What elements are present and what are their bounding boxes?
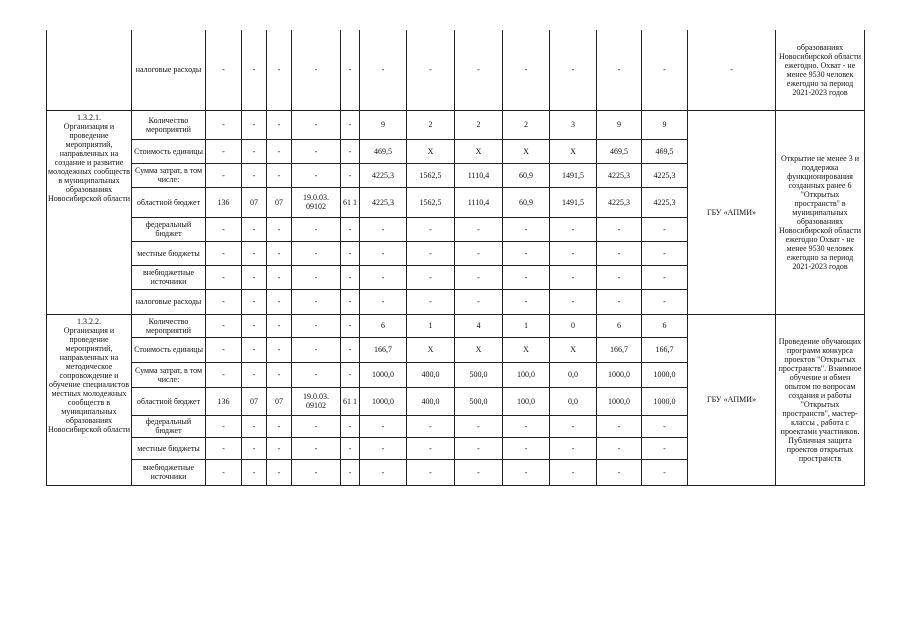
value-cell: - xyxy=(455,289,503,314)
indicator-label: местные бюджеты xyxy=(132,437,206,459)
grbs-code: - xyxy=(206,362,242,387)
value-cell: - xyxy=(550,265,597,289)
activity-code: 1.3.2.1. xyxy=(77,112,101,122)
value-cell: X xyxy=(503,139,550,163)
csr-code: - xyxy=(292,415,341,437)
value-cell: 1 xyxy=(503,314,550,337)
rz-code: - xyxy=(242,163,267,187)
value-cell: 100,0 xyxy=(503,362,550,387)
value-cell: 2 xyxy=(455,110,503,139)
value-cell: 0,0 xyxy=(550,387,597,415)
value-cell: 9 xyxy=(360,110,407,139)
value-cell: - xyxy=(360,217,407,241)
grbs-code: - xyxy=(206,30,242,110)
rz-code: - xyxy=(242,415,267,437)
grbs-code: - xyxy=(206,337,242,362)
value-cell: X xyxy=(407,337,455,362)
executor-cell: ГБУ «АПМИ» xyxy=(688,110,776,314)
indicator-label: Стоимость единицы xyxy=(132,139,206,163)
value-cell: - xyxy=(360,241,407,265)
value-cell: - xyxy=(503,415,550,437)
activity-code: 1.3.2.2. xyxy=(77,316,101,326)
value-cell: - xyxy=(642,265,688,289)
indicator-label: Стоимость единицы xyxy=(132,337,206,362)
value-cell: 1562,5 xyxy=(407,163,455,187)
value-cell: 6 xyxy=(642,314,688,337)
grbs-code: 136 xyxy=(206,387,242,415)
vr-code: - xyxy=(341,265,360,289)
value-cell: - xyxy=(455,265,503,289)
value-cell: 166,7 xyxy=(642,337,688,362)
value-cell: 4225,3 xyxy=(360,187,407,217)
value-cell: X xyxy=(455,337,503,362)
rz-code: - xyxy=(242,217,267,241)
value-cell: 1 xyxy=(407,314,455,337)
indicator-label: налоговые расходы xyxy=(132,30,206,110)
indicator-label: внебюджетные источники xyxy=(132,459,206,485)
pr-code: - xyxy=(267,437,292,459)
value-cell: 2 xyxy=(407,110,455,139)
rz-code: - xyxy=(242,437,267,459)
value-cell: 9 xyxy=(642,110,688,139)
value-cell: - xyxy=(360,415,407,437)
value-cell: 4 xyxy=(455,314,503,337)
value-cell: - xyxy=(597,415,642,437)
indicator-label: Сумма затрат, в том числе: xyxy=(132,362,206,387)
pr-code: - xyxy=(267,362,292,387)
grbs-code: 136 xyxy=(206,187,242,217)
grbs-code: - xyxy=(206,289,242,314)
value-cell: - xyxy=(360,289,407,314)
value-cell: - xyxy=(503,241,550,265)
value-cell: 4225,3 xyxy=(597,187,642,217)
indicator-label: областной бюджет xyxy=(132,187,206,217)
value-cell: - xyxy=(503,289,550,314)
value-cell: - xyxy=(642,289,688,314)
csr-code: - xyxy=(292,289,341,314)
vr-code: - xyxy=(341,459,360,485)
pr-code: - xyxy=(267,265,292,289)
value-cell: - xyxy=(455,459,503,485)
program-activities-table xyxy=(46,30,865,486)
value-cell: - xyxy=(407,265,455,289)
value-cell: - xyxy=(550,415,597,437)
value-cell: 6 xyxy=(597,314,642,337)
csr-code: 19.0.03. 09102 xyxy=(292,187,341,217)
value-cell: 469,5 xyxy=(360,139,407,163)
grbs-code: - xyxy=(206,437,242,459)
value-cell: 1110,4 xyxy=(455,187,503,217)
vr-code: - xyxy=(341,139,360,163)
value-cell: - xyxy=(642,437,688,459)
value-cell: 3 xyxy=(550,110,597,139)
value-cell: 2 xyxy=(503,110,550,139)
pr-code: - xyxy=(267,30,292,110)
value-cell: - xyxy=(597,437,642,459)
value-cell: - xyxy=(455,241,503,265)
vr-code: - xyxy=(341,241,360,265)
pr-code: - xyxy=(267,217,292,241)
activity-name: Организация и проведение мероприятий, направленных на методическое сопровождение и обучение специалистов местных молодежных сообществ в муниципальных образованиях Новосибирской области xyxy=(48,325,130,434)
rz-code: - xyxy=(242,265,267,289)
result-cell: образованиях Новосибирской области ежегодно. Охват - не менее 9530 человек ежегодно за период 2021-2023 годов xyxy=(776,30,865,110)
value-cell: X xyxy=(455,139,503,163)
table-row xyxy=(47,110,865,139)
indicator-label: внебюджетные источники xyxy=(132,265,206,289)
value-cell: 1000,0 xyxy=(642,362,688,387)
value-cell: 100,0 xyxy=(503,387,550,415)
value-cell: - xyxy=(597,217,642,241)
vr-code: - xyxy=(341,437,360,459)
grbs-code: - xyxy=(206,139,242,163)
value-cell: - xyxy=(597,241,642,265)
vr-code: - xyxy=(341,110,360,139)
rz-code: - xyxy=(242,459,267,485)
value-cell: - xyxy=(407,415,455,437)
value-cell: - xyxy=(455,415,503,437)
grbs-code: - xyxy=(206,265,242,289)
value-cell: 166,7 xyxy=(360,337,407,362)
indicator-label: федеральный бюджет xyxy=(132,415,206,437)
value-cell: - xyxy=(597,265,642,289)
value-cell: - xyxy=(550,437,597,459)
value-cell: - xyxy=(455,437,503,459)
rz-code: - xyxy=(242,337,267,362)
table-row xyxy=(47,314,865,337)
value-cell: - xyxy=(503,459,550,485)
value-cell: - xyxy=(642,217,688,241)
value-cell: 0 xyxy=(550,314,597,337)
value-cell: 4225,3 xyxy=(597,163,642,187)
csr-code: - xyxy=(292,163,341,187)
table-row xyxy=(47,30,865,110)
indicator-label: Количество мероприятий xyxy=(132,314,206,337)
indicator-label: Сумма затрат, в том числе: xyxy=(132,163,206,187)
value-cell: - xyxy=(360,459,407,485)
rz-code: - xyxy=(242,289,267,314)
value-cell: 1491,5 xyxy=(550,163,597,187)
value-cell: 469,5 xyxy=(642,139,688,163)
vr-code: - xyxy=(341,289,360,314)
value-cell: X xyxy=(550,139,597,163)
value-cell: - xyxy=(360,30,407,110)
value-cell: 469,5 xyxy=(597,139,642,163)
value-cell: 1000,0 xyxy=(642,387,688,415)
value-cell: - xyxy=(550,30,597,110)
rz-code: - xyxy=(242,362,267,387)
result-cell: Открытие не менее 3 и поддержка функционирования созданных ранее 6 "Открытых пространств" в муниципальных образованиях Новосибирской области ежегодно Охват - не менее 9530 человек ежегодно за период 2021-2023 годов xyxy=(776,110,865,314)
csr-code: - xyxy=(292,241,341,265)
value-cell: 9 xyxy=(597,110,642,139)
vr-code: - xyxy=(341,163,360,187)
value-cell: - xyxy=(597,30,642,110)
value-cell: - xyxy=(503,217,550,241)
pr-code: - xyxy=(267,110,292,139)
grbs-code: - xyxy=(206,217,242,241)
csr-code: - xyxy=(292,362,341,387)
csr-code: - xyxy=(292,139,341,163)
value-cell: - xyxy=(642,415,688,437)
value-cell: 0,0 xyxy=(550,362,597,387)
grbs-code: - xyxy=(206,459,242,485)
value-cell: 500,0 xyxy=(455,387,503,415)
vr-code: - xyxy=(341,30,360,110)
csr-code: - xyxy=(292,314,341,337)
rz-code: 07 xyxy=(242,187,267,217)
value-cell: - xyxy=(597,459,642,485)
value-cell: - xyxy=(407,30,455,110)
value-cell: - xyxy=(407,217,455,241)
value-cell: 60,9 xyxy=(503,187,550,217)
activity-name: Организация и проведение мероприятий, направленных на создание и развитие молодежных сообществ в муниципальных образованиях Новосибирской области xyxy=(48,121,130,203)
value-cell: 400,0 xyxy=(407,362,455,387)
vr-code: 61 1 xyxy=(341,387,360,415)
indicator-label: налоговые расходы xyxy=(132,289,206,314)
value-cell: 1000,0 xyxy=(597,387,642,415)
pr-code: - xyxy=(267,163,292,187)
value-cell: - xyxy=(407,459,455,485)
value-cell: - xyxy=(642,30,688,110)
value-cell: 4225,3 xyxy=(360,163,407,187)
vr-code: 61 1 xyxy=(341,187,360,217)
value-cell: - xyxy=(407,289,455,314)
value-cell: - xyxy=(455,217,503,241)
value-cell: - xyxy=(503,437,550,459)
vr-code: - xyxy=(341,337,360,362)
value-cell: - xyxy=(407,241,455,265)
value-cell: - xyxy=(550,459,597,485)
value-cell: - xyxy=(550,289,597,314)
executor-cell: ГБУ «АПМИ» xyxy=(688,314,776,485)
rz-code: - xyxy=(242,314,267,337)
result-cell: Проведение обучающих программ конкурса проектов "Открытых пространств". Взаимное обучение и обмен опытом по вопросам создания и работы "Открытых пространств", мастер-классы , работа с проектами участников. Публичная защита проектов открытых пространств xyxy=(776,314,865,485)
value-cell: 6 xyxy=(360,314,407,337)
value-cell: - xyxy=(550,217,597,241)
value-cell: 1491,5 xyxy=(550,187,597,217)
grbs-code: - xyxy=(206,314,242,337)
rz-code: 07 xyxy=(242,387,267,415)
rz-code: - xyxy=(242,30,267,110)
csr-code: - xyxy=(292,265,341,289)
rz-code: - xyxy=(242,110,267,139)
grbs-code: - xyxy=(206,163,242,187)
csr-code: 19.0.03. 09102 xyxy=(292,387,341,415)
value-cell: 1000,0 xyxy=(597,362,642,387)
grbs-code: - xyxy=(206,241,242,265)
vr-code: - xyxy=(341,415,360,437)
value-cell: 4225,3 xyxy=(642,187,688,217)
vr-code: - xyxy=(341,362,360,387)
value-cell: 1110,4 xyxy=(455,163,503,187)
vr-code: - xyxy=(341,217,360,241)
value-cell: - xyxy=(642,241,688,265)
value-cell: 1000,0 xyxy=(360,387,407,415)
pr-code: - xyxy=(267,337,292,362)
value-cell: X xyxy=(550,337,597,362)
pr-code: - xyxy=(267,241,292,265)
rz-code: - xyxy=(242,241,267,265)
pr-code: - xyxy=(267,415,292,437)
value-cell: - xyxy=(407,437,455,459)
rz-code: - xyxy=(242,139,267,163)
value-cell: X xyxy=(503,337,550,362)
value-cell: - xyxy=(688,30,776,110)
value-cell: 60,9 xyxy=(503,163,550,187)
value-cell: - xyxy=(360,265,407,289)
pr-code: - xyxy=(267,314,292,337)
vr-code: - xyxy=(341,314,360,337)
activity-name-cell xyxy=(47,110,132,314)
pr-code: - xyxy=(267,139,292,163)
pr-code: - xyxy=(267,289,292,314)
csr-code: - xyxy=(292,217,341,241)
value-cell: 1562,5 xyxy=(407,187,455,217)
value-cell: 166,7 xyxy=(597,337,642,362)
activity-name-cell xyxy=(47,314,132,485)
value-cell: - xyxy=(360,437,407,459)
value-cell: - xyxy=(550,241,597,265)
pr-code: 07 xyxy=(267,187,292,217)
grbs-code: - xyxy=(206,415,242,437)
value-cell: - xyxy=(455,30,503,110)
csr-code: - xyxy=(292,337,341,362)
indicator-label: федеральный бюджет xyxy=(132,217,206,241)
csr-code: - xyxy=(292,459,341,485)
csr-code: - xyxy=(292,110,341,139)
value-cell: X xyxy=(407,139,455,163)
value-cell: 500,0 xyxy=(455,362,503,387)
value-cell: - xyxy=(642,459,688,485)
indicator-label: местные бюджеты xyxy=(132,241,206,265)
value-cell: - xyxy=(503,265,550,289)
pr-code: 07 xyxy=(267,387,292,415)
value-cell: - xyxy=(503,30,550,110)
value-cell: 400,0 xyxy=(407,387,455,415)
activity-name-cell xyxy=(47,30,132,110)
value-cell: 4225,3 xyxy=(642,163,688,187)
value-cell: - xyxy=(597,289,642,314)
indicator-label: областной бюджет xyxy=(132,387,206,415)
grbs-code: - xyxy=(206,110,242,139)
value-cell: 1000,0 xyxy=(360,362,407,387)
csr-code: - xyxy=(292,437,341,459)
indicator-label: Количество мероприятий xyxy=(132,110,206,139)
csr-code: - xyxy=(292,30,341,110)
pr-code: - xyxy=(267,459,292,485)
